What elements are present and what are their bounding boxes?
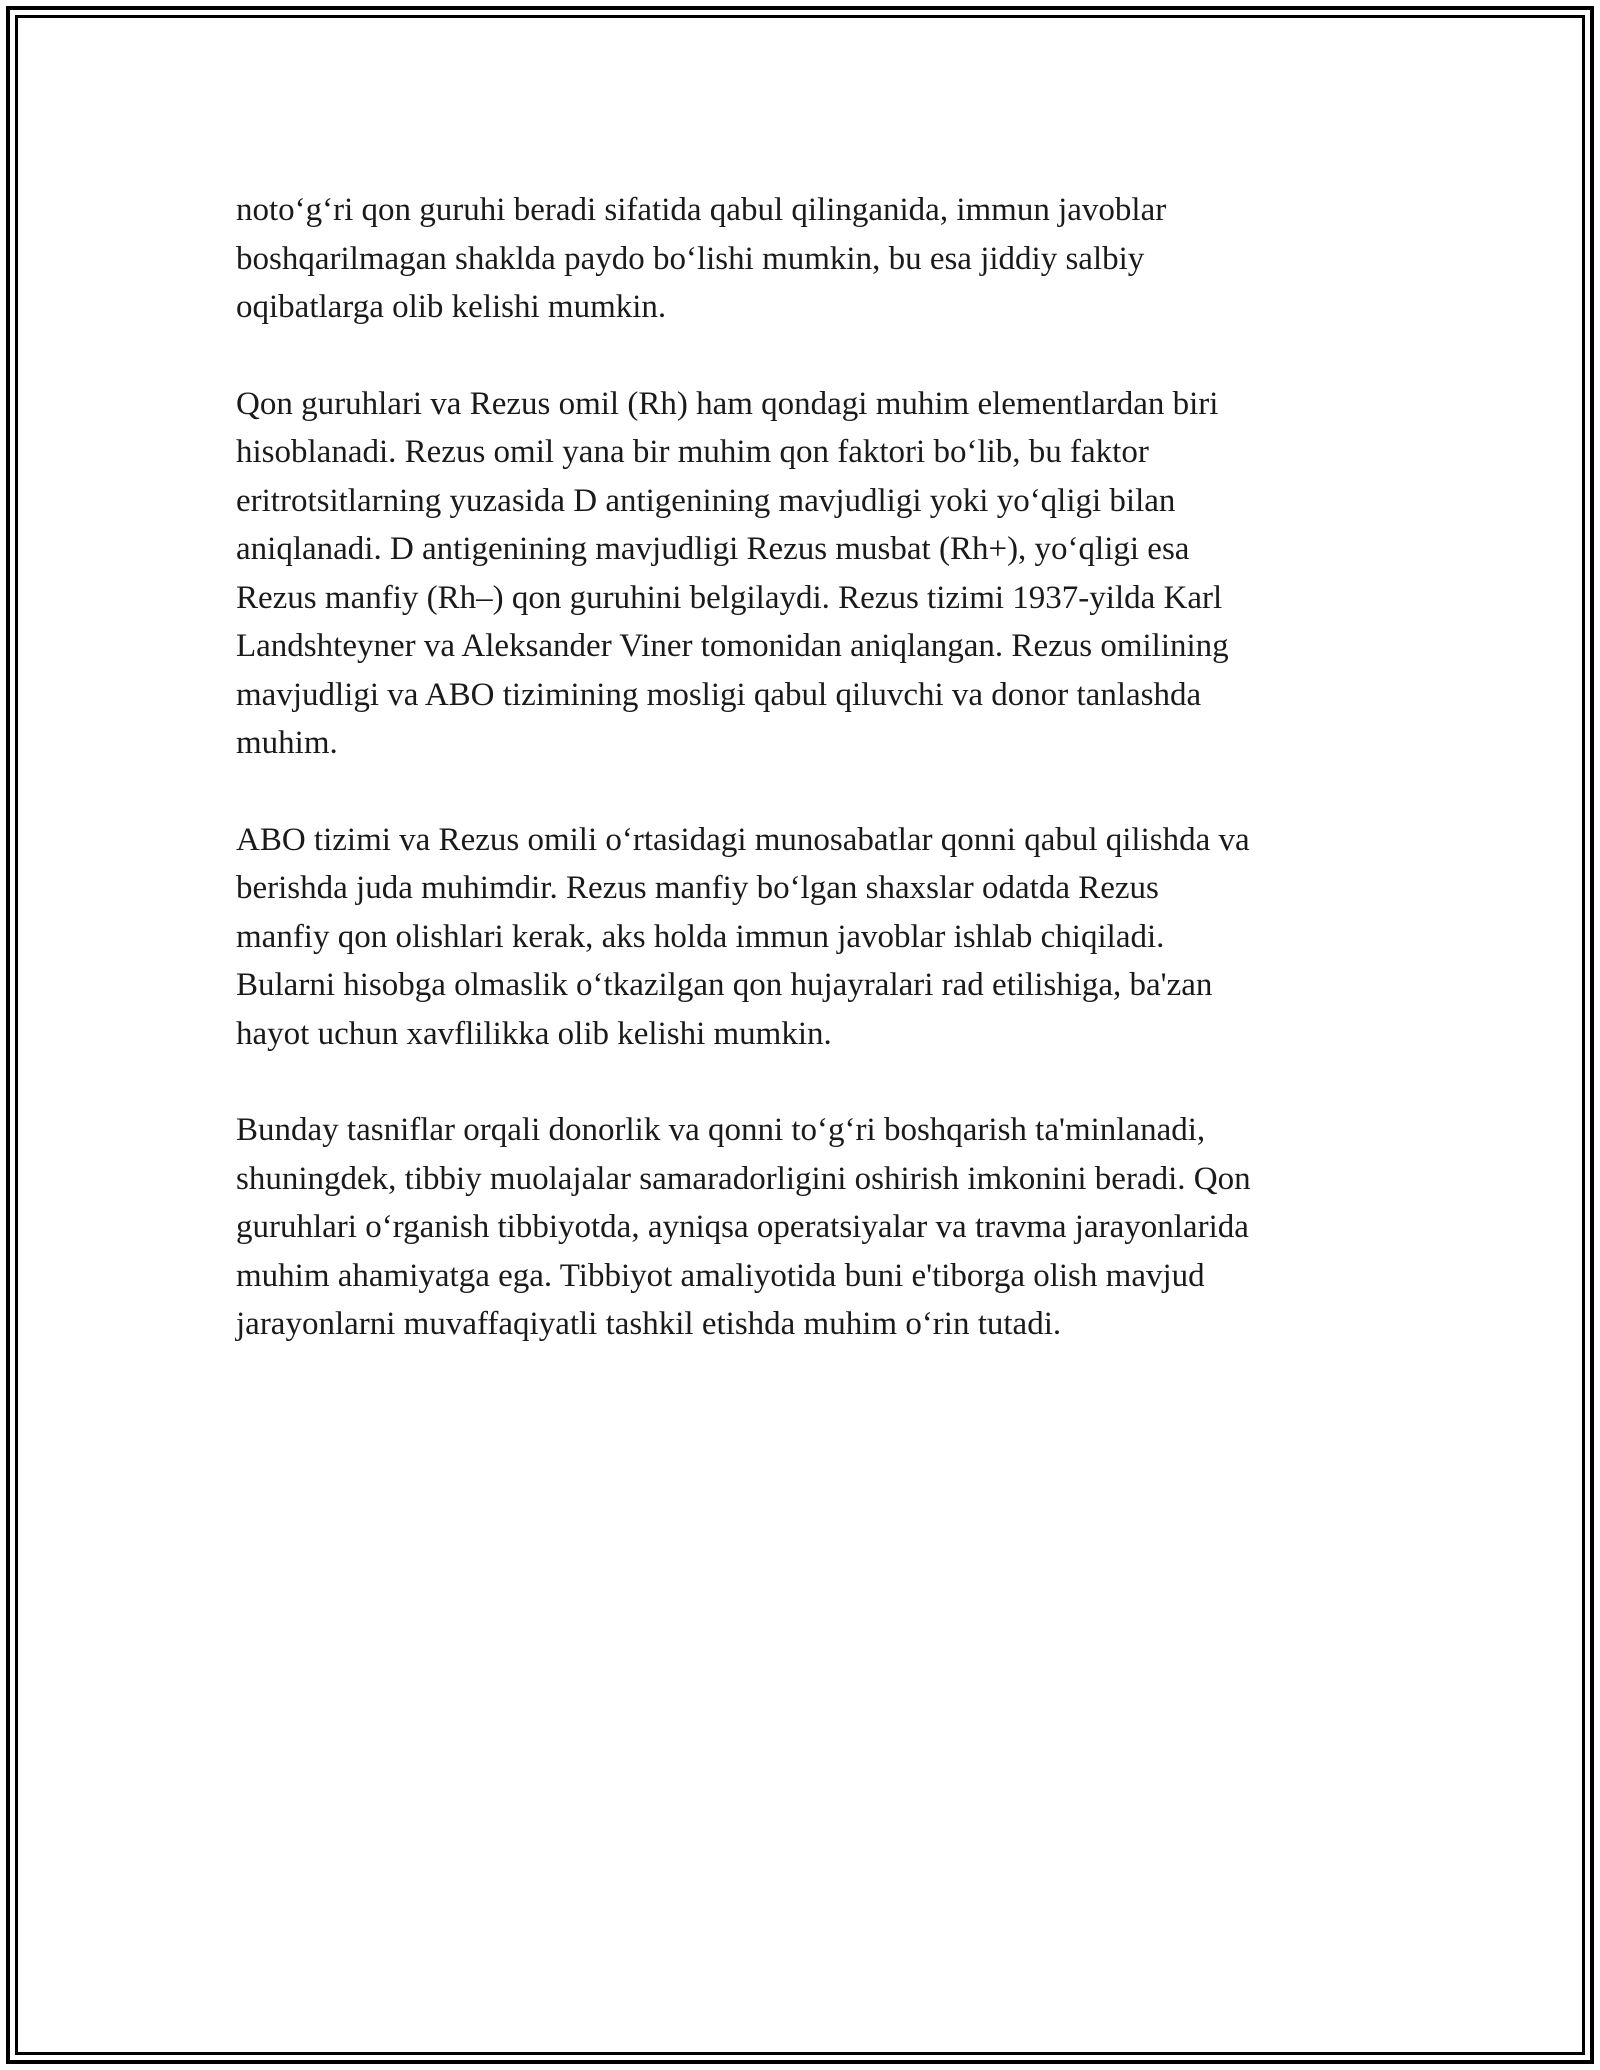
document-body (236, 186, 1376, 1397)
text-line: Qon guruhlari va Rezus omil (Rh) ham qondagi muhim elementlardan biri (236, 385, 1219, 422)
text-line: guruhlari o‘rganish tibbiyotda, ayniqsa operatsiyalar va travma jarayonlarida (236, 1209, 1249, 1245)
text-line: aniqlanadi. D antigenining mavjudligi Rezus musbat (Rh+), yo‘qligi esa (236, 531, 1190, 567)
text-line: eritrotsitlarning yuzasida D antigenining mavjudligi yoki yo‘qligi bilan (236, 482, 1176, 519)
text-line: manfiy qon olishlari kerak, aks holda immun javoblar ishlab chiqiladi. (236, 918, 1165, 955)
text-line: muhim ahamiyatga ega. Tibbiyot amaliyotida buni e'tiborga olish mavjud (236, 1257, 1205, 1294)
text-line: Rezus manfiy (Rh–) qon guruhini belgilaydi. Rezus tizimi 1937-yilda Karl (236, 579, 1223, 616)
paragraph-3 (236, 816, 1376, 1059)
text-line: Bularni hisobga olmaslik o‘tkazilgan qon hujayralari rad etilishiga, ba'zan (236, 967, 1213, 1003)
text-line: Landshteyner va Aleksander Viner tomonidan aniqlangan. Rezus omilining (236, 628, 1229, 664)
text-line: jarayonlarni muvaffaqiyatli tashkil etishda muhim o‘rin tutadi. (236, 1306, 1062, 1342)
text-line: ABO tizimi va Rezus omili o‘rtasidagi munosabatlar qonni qabul qilishda va (236, 821, 1250, 858)
text-line: shuningdek, tibbiy muolajalar samaradorligini oshirish imkonini beradi. Qon (236, 1160, 1251, 1197)
text-line: berishda juda muhimdir. Rezus manfiy bo‘lgan shaxslar odatda Rezus (236, 870, 1159, 906)
text-line: muhim. (236, 725, 338, 761)
text-line: Bunday tasniflar orqali donorlik va qonni to‘g‘ri boshqarish ta'minlanadi, (236, 1112, 1206, 1148)
paragraph-1 (236, 186, 1376, 332)
text-line: hisoblanadi. Rezus omil yana bir muhim qon faktori bo‘lib, bu faktor (236, 434, 1149, 470)
text-line: mavjudligi va ABO tizimining mosligi qabul qiluvchi va donor tanlashda (236, 676, 1202, 713)
text-line: oqibatlarga olib kelishi mumkin. (236, 289, 667, 325)
text-line: boshqarilmagan shaklda paydo bo‘lishi mumkin, bu esa jiddiy salbiy (236, 240, 1145, 277)
paragraph-4 (236, 1106, 1376, 1349)
paragraph-2 (236, 380, 1376, 768)
text-line: noto‘g‘ri qon guruhi beradi sifatida qabul qilinganida, immun javoblar (236, 192, 1167, 228)
text-line: hayot uchun xavflilikka olib kelishi mumkin. (236, 1015, 832, 1052)
